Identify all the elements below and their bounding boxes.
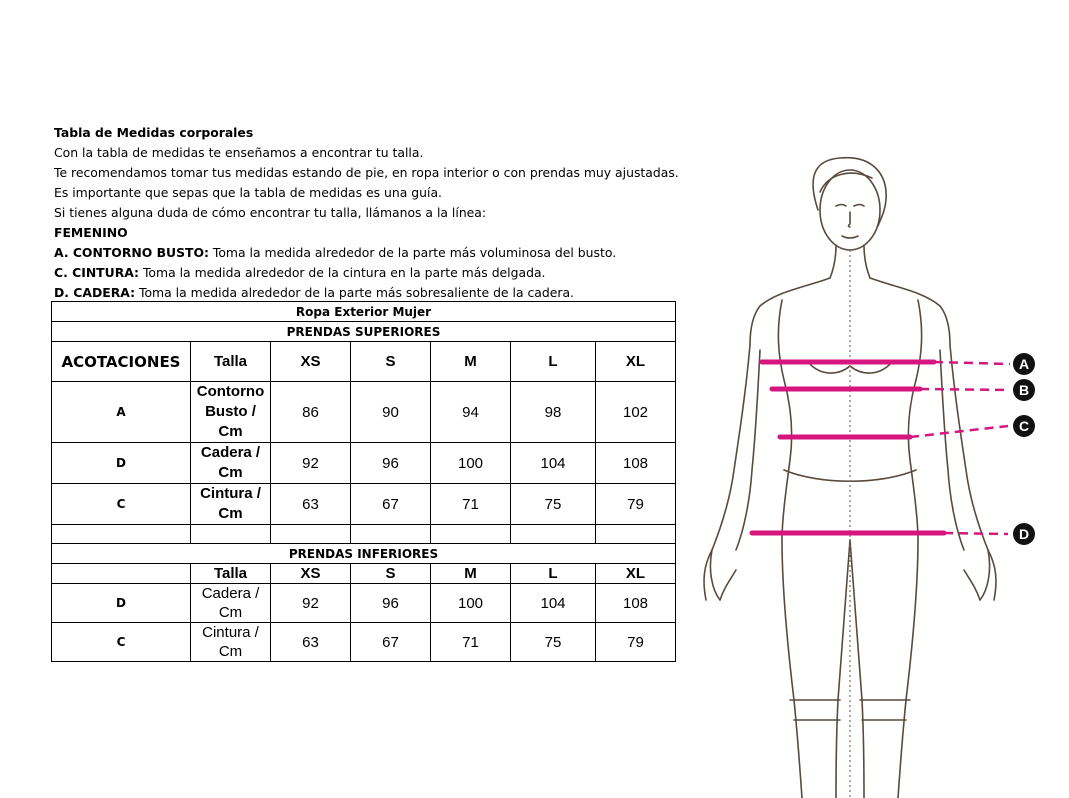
definition-waist [54,263,694,283]
measure-leader-c [910,426,1008,437]
size-value: 94 [431,382,511,443]
size-value: 96 [351,443,431,484]
size-header: XS [271,342,351,382]
row-code: D [52,584,191,623]
definition-label: A. CONTORNO BUSTO: [54,245,209,260]
definition-label: D. CADERA: [54,285,136,300]
row-measure: Cadera / Cm [191,443,271,484]
acotaciones-header: ACOTACIONES [52,342,191,382]
size-header: XS [271,564,351,584]
size-value: 92 [271,584,351,623]
marker-label-d: D [1018,526,1030,542]
size-table [51,301,676,662]
size-header: L [511,342,596,382]
row-measure: Cintura / Cm [191,484,271,525]
talla-header: Talla [191,564,271,584]
table-title: Ropa Exterior Mujer [52,302,676,322]
definition-label: C. CINTURA: [54,265,140,280]
size-value: 108 [596,584,676,623]
size-header: S [351,564,431,584]
row-code: C [52,484,191,525]
upper-garments-heading: PRENDAS SUPERIORES [52,322,676,342]
definition-text: Toma la medida alrededor de la parte más voluminosa del busto. [208,245,617,260]
size-value: 90 [351,382,431,443]
definition-text: Toma la medida alrededor de la cintura en la parte más delgada. [139,265,546,280]
size-header: XL [596,342,676,382]
table-row [52,623,676,662]
measure-leader-a [934,362,1010,364]
row-code: D [52,443,191,484]
definition-text: Toma la medida alrededor de la parte más sobresaliente de la cadera. [135,285,574,300]
size-header: M [431,564,511,584]
size-value: 75 [511,484,596,525]
size-value: 96 [351,584,431,623]
table-row [52,484,676,525]
definition-bust [54,243,694,263]
row-measure: Contorno Busto / Cm [191,382,271,443]
intro-line: Te recomendamos tomar tus medidas estando de pie, en ropa interior o con prendas muy ajustadas. [54,165,679,180]
row-measure: Cadera / Cm [191,584,271,623]
size-value: 104 [511,584,596,623]
size-value: 92 [271,443,351,484]
size-value: 63 [271,484,351,525]
lower-garments-heading: PRENDAS INFERIORES [52,544,676,564]
size-header: M [431,342,511,382]
blank-header [52,564,191,584]
definition-hip [54,283,694,303]
measure-leader-d [944,533,1008,534]
intro-text [54,123,694,303]
talla-header: Talla [191,342,271,382]
size-header: XL [596,564,676,584]
gender-heading: FEMENINO [54,225,128,240]
size-value: 67 [351,484,431,525]
marker-label-c: C [1018,418,1030,434]
intro-line: Si tienes alguna duda de cómo encontrar tu talla, llámanos a la línea: [54,205,487,220]
empty-row [52,525,676,544]
size-value: 104 [511,443,596,484]
size-value: 79 [596,484,676,525]
size-value: 102 [596,382,676,443]
size-value: 100 [431,443,511,484]
measure-markers [1013,353,1035,545]
row-code: A [52,382,191,443]
size-header: L [511,564,596,584]
size-value: 63 [271,623,351,662]
marker-label-a: A [1018,356,1030,372]
size-value: 71 [431,484,511,525]
size-value: 79 [596,623,676,662]
size-value: 100 [431,584,511,623]
table-row [52,584,676,623]
row-measure: Cintura / Cm [191,623,271,662]
row-code: C [52,623,191,662]
intro-line: Con la tabla de medidas te enseñamos a encontrar tu talla. [54,145,424,160]
measure-leader-b [920,389,1010,390]
body-figure-illustration [690,140,1060,798]
table-row [52,382,676,443]
intro-line: Es importante que sepas que la tabla de medidas es una guía. [54,185,442,200]
table-row [52,443,676,484]
marker-label-b: B [1018,382,1030,398]
size-value: 71 [431,623,511,662]
size-header: S [351,342,431,382]
size-value: 75 [511,623,596,662]
intro-title: Tabla de Medidas corporales [54,125,254,140]
size-value: 67 [351,623,431,662]
size-value: 108 [596,443,676,484]
size-value: 98 [511,382,596,443]
size-value: 86 [271,382,351,443]
